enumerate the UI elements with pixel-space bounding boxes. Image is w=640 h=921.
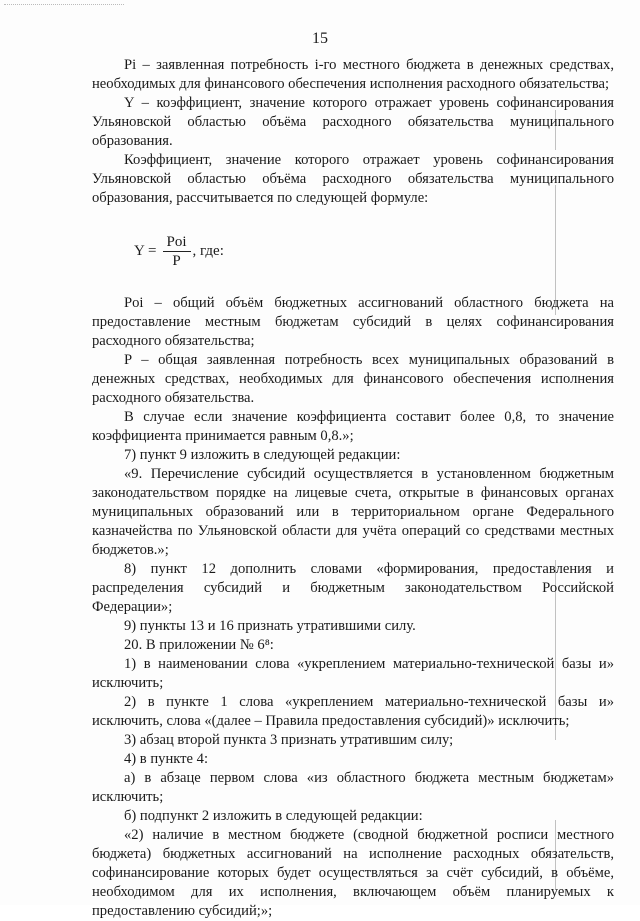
paragraph: 4) в пункте 4: xyxy=(124,751,209,767)
paragraph: Poi – общий объём бюджетных ассигнований областного бюджета на предоставление местным бюджетам субсидий в целях софинансирования расходного обязательства; xyxy=(92,295,614,349)
formula-denominator: P xyxy=(172,252,181,269)
paragraph: Pi – заявленная потребность i-го местного бюджета в денежных средствах, необходимых для финансового обеспечения исполнения расходного обязательства; xyxy=(92,57,614,92)
paragraph: б) подпункт 2 изложить в следующей редакции: xyxy=(124,808,423,824)
paragraph: Y – коэффициент, значение которого отражает уровень софинансирования Ульяновской областью объёма расходного обязательства муниципального образования. xyxy=(92,95,614,149)
paragraph: Коэффициент, значение которого отражает уровень софинансирования Ульяновской областью объёма расходного обязательства муниципального образования, рассчитывается по следующей формуле: xyxy=(92,152,614,206)
paragraph: P – общая заявленная потребность всех муниципальных образований в денежных средствах, необходимых для финансового обеспечения исполнения расходного обязательства. xyxy=(92,352,614,406)
paragraph: «2) наличие в местном бюджете (сводной бюджетной росписи местного бюджета) бюджетных ассигнований на исполнение расходных обязательств, софинансирование которых будет осуществляться за счёт субсидий, в объёме, необходимом для их исполнения, включающем объём планируемых к предоставлению субсидий;»; xyxy=(92,827,614,919)
paragraph: а) в абзаце первом слова «из областного бюджета местным бюджетам» исключить; xyxy=(92,770,614,805)
paragraph: 9) пункты 13 и 16 признать утратившими силу. xyxy=(124,618,416,634)
paragraph: 8) пункт 12 дополнить словами «формирования, предоставления и распределения субсидий и бюджетным законодательством Российской Федерации»; xyxy=(92,561,614,615)
paragraph: В случае если значение коэффициента составит более 0,8, то значение коэффициента принимается равным 0,8.»; xyxy=(92,409,614,444)
formula-lhs: Y = xyxy=(134,242,157,259)
paragraph: 3) абзац второй пункта 3 признать утратившим силу; xyxy=(124,732,454,748)
page-number: 15 xyxy=(312,30,328,47)
formula-numerator: Poi xyxy=(163,233,191,252)
paragraph: 7) пункт 9 изложить в следующей редакции: xyxy=(124,447,401,463)
paragraph: 20. В приложении № 6⁸: xyxy=(124,637,274,653)
paragraph: «9. Перечисление субсидий осуществляется в установленном бюджетным законодательством порядке на лицевые счета, открытые в финансовых органах муниципальных образований или в территориальном органе Федерального казначейства по Ульяновской области для учёта операций со средствами местных бюджетов.»; xyxy=(92,466,614,558)
scan-artifact xyxy=(4,4,124,11)
document-body xyxy=(92,56,614,921)
paragraph: 1) в наименовании слова «укреплением материально-технической базы и» исключить; xyxy=(92,656,614,691)
formula-suffix: , где: xyxy=(192,242,224,259)
formula xyxy=(134,230,614,272)
formula-fraction xyxy=(163,233,191,270)
paragraph: 2) в пункте 1 слова «укреплением материально-технической базы и» исключить, слова «(далее – Правила предоставления субсидий)» исключить; xyxy=(92,694,614,729)
